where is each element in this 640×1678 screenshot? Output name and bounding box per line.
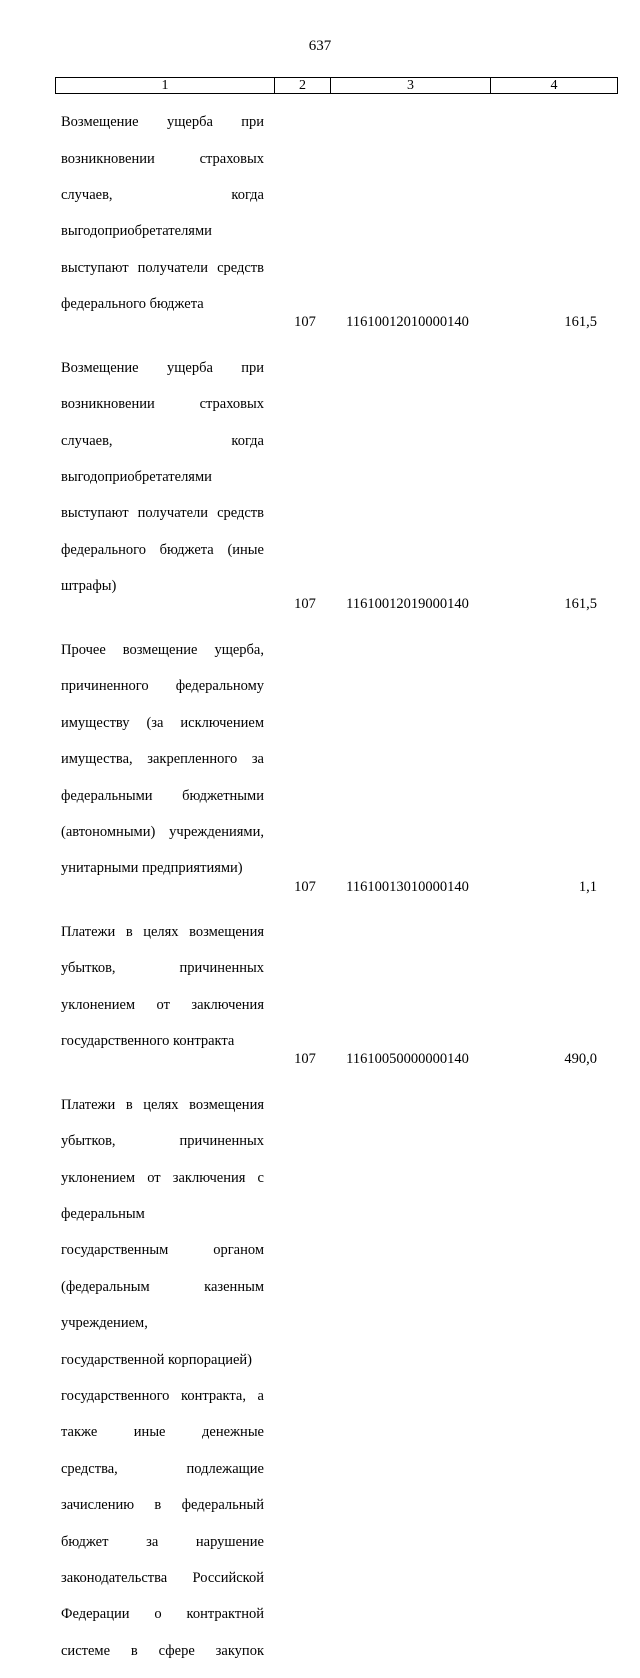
desc-line: Возмещение ущерба при (61, 359, 264, 376)
desc-line: средства, подлежащие (61, 1460, 264, 1477)
desc-line: штрафы) (61, 578, 117, 595)
row-col-2: 107 (294, 596, 316, 613)
desc-line: случаев, когда (61, 187, 264, 204)
table-row (0, 905, 640, 1069)
desc-line: (автономными) учреждениями, (61, 823, 264, 840)
desc-line: имущества, закрепленного за (61, 751, 264, 768)
desc-line: уклонением от заключения (61, 996, 264, 1013)
header-col-4: 4 (550, 78, 558, 93)
desc-line: выгодоприобретателями (61, 469, 212, 486)
header-col-2: 2 (275, 78, 331, 93)
desc-line: Платежи в целях возмещения (61, 1096, 264, 1113)
row-col-2: 107 (294, 878, 316, 895)
desc-line: бюджет за нарушение (61, 1533, 264, 1550)
desc-line: также иные денежные (61, 1424, 264, 1441)
header-col-3: 3 (331, 78, 491, 93)
desc-line: зачислению в федеральный (61, 1497, 264, 1514)
row-description (61, 623, 264, 896)
desc-line: федерального бюджета (61, 296, 204, 313)
desc-line: выступают получатели средств (61, 505, 264, 522)
table-row (0, 623, 640, 896)
desc-line: убытков, причиненных (61, 960, 264, 977)
desc-line: возникновении страховых (61, 150, 264, 167)
row-description (61, 905, 264, 1069)
desc-line: федеральными бюджетными (61, 787, 264, 804)
row-col-3: 11610012019000140 (346, 596, 469, 613)
page-number: 637 (308, 38, 332, 54)
desc-line: федеральным (61, 1205, 145, 1222)
desc-line: учреждением, (61, 1315, 148, 1332)
table-header-row (55, 77, 618, 94)
row-description (61, 95, 264, 332)
row-col-2: 107 (294, 314, 316, 331)
desc-line: (федеральным казенным (61, 1278, 264, 1295)
desc-line: государственного контракта, а (61, 1388, 264, 1405)
row-description (61, 1078, 264, 1678)
row-col-4: 161,5 (564, 314, 597, 331)
row-col-4: 1,1 (578, 878, 597, 895)
row-col-4: 161,5 (564, 596, 597, 613)
desc-line: государственного контракта (61, 1033, 235, 1050)
row-col-3: 11610013010000140 (346, 878, 469, 895)
table-body (0, 95, 640, 1678)
row-col-2: 107 (294, 1051, 316, 1068)
row-col-3: 11610050000000140 (346, 1051, 469, 1068)
desc-line: уклонением от заключения с (61, 1169, 264, 1186)
desc-line: случаев, когда (61, 432, 264, 449)
desc-line: убытков, причиненных (61, 1133, 264, 1150)
header-col-1: 1 (56, 78, 275, 93)
row-description (61, 341, 264, 614)
table-row (0, 1078, 640, 1678)
desc-line: выступают получатели средств (61, 259, 264, 276)
desc-line: государственным органом (61, 1242, 264, 1259)
row-col-3: 11610012010000140 (346, 314, 469, 331)
desc-line: унитарными предприятиями) (61, 860, 243, 877)
desc-line: причиненного федеральному (61, 678, 264, 695)
desc-line: выгодоприобретателями (61, 223, 212, 240)
table-row (0, 95, 640, 332)
table-row (0, 341, 640, 614)
desc-line: федерального бюджета (иные (61, 541, 264, 558)
row-col-4: 490,0 (564, 1051, 597, 1068)
desc-line: законодательства Российской (61, 1570, 264, 1587)
desc-line: системе в сфере закупок (61, 1642, 264, 1659)
desc-line: имуществу (за исключением (61, 714, 264, 731)
desc-line: государственной корпорацией) (61, 1351, 253, 1368)
desc-line: Федерации о контрактной (61, 1606, 264, 1623)
desc-line: возникновении страховых (61, 396, 264, 413)
desc-line: Прочее возмещение ущерба, (61, 641, 264, 658)
desc-line: Платежи в целях возмещения (61, 923, 264, 940)
desc-line: Возмещение ущерба при (61, 114, 264, 131)
